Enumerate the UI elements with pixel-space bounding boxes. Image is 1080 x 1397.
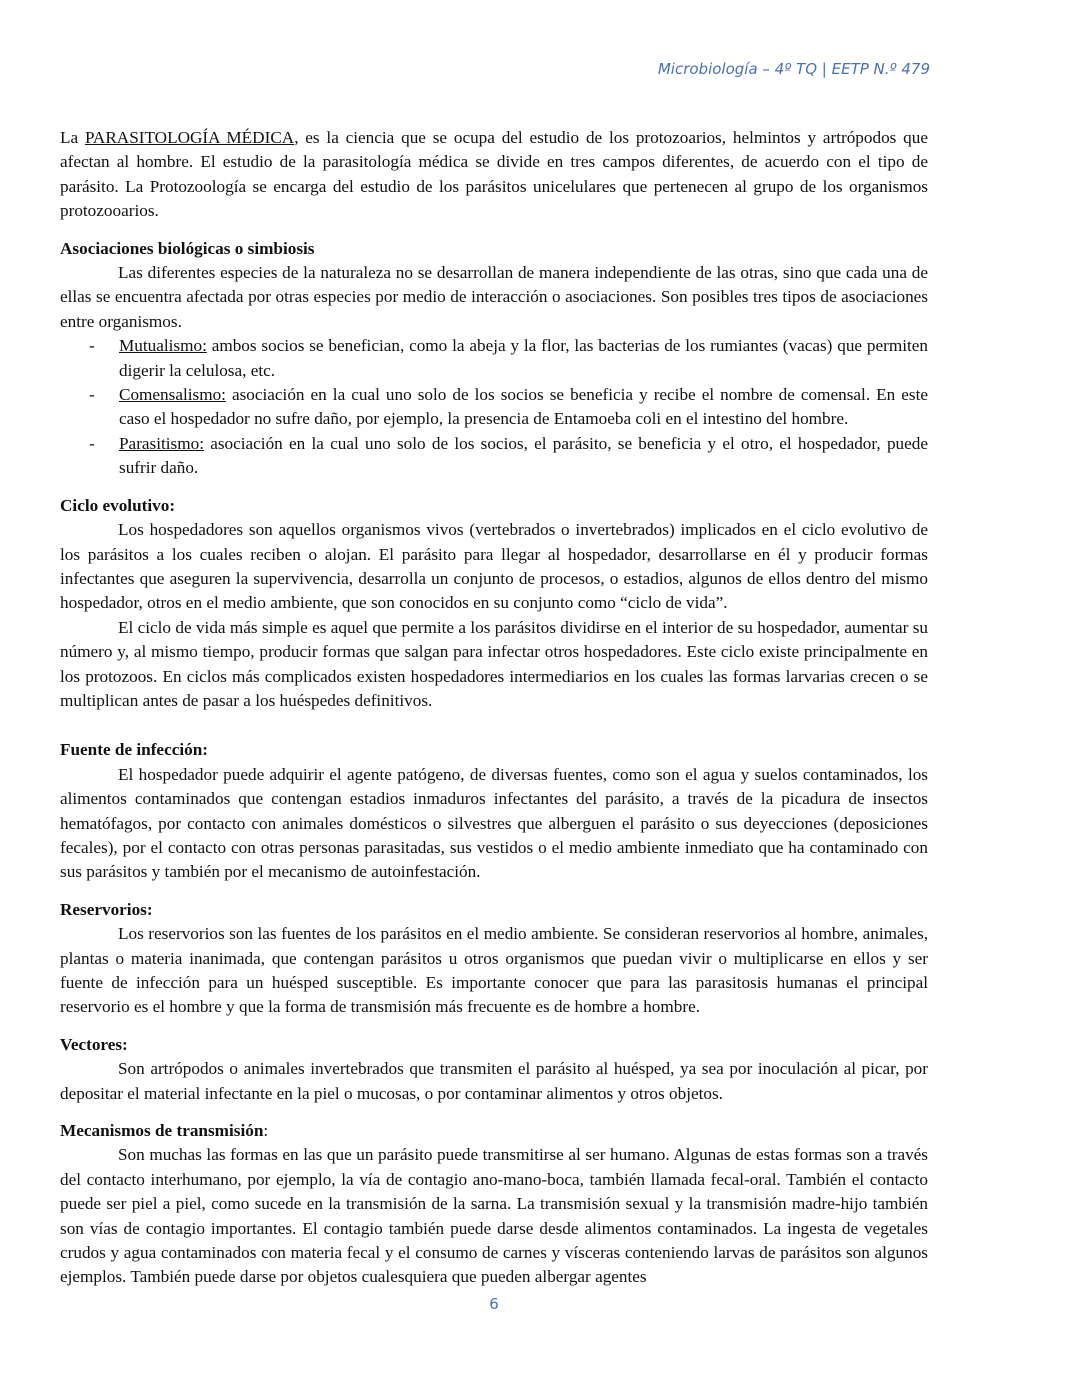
list-item-mutualismo xyxy=(60,334,928,383)
mecanismos-heading-colon: : xyxy=(263,1121,269,1141)
asociaciones-heading: Asociaciones biológicas o simbiosis xyxy=(60,238,315,258)
mutualismo-text: ambos socios se benefician, como la abeja y la flor, las bacterias de los rumiantes (vacas) que permiten digerir la celulosa, etc. xyxy=(119,336,928,380)
asociaciones-list xyxy=(60,334,928,480)
ciclo-paragraph-2: El ciclo de vida más simple es aquel que permite a los parásitos dividirse en el interior de su hospedador, aumentar su número y, al mismo tiempo, producir formas que salgan para infectar otros hospedadores. Este ciclo existe principalmente en los protozoos. En ciclos más complicados existen hospedadores intermediarios en los cuales las formas larvarias crecen o se multiplican antes de pasar a los huéspedes definitivos. xyxy=(60,617,928,710)
parasitismo-text: asociación en la cual uno solo de los socios, el parásito, se beneficia y el otro, el hospedador, puede sufrir daño. xyxy=(119,433,928,478)
dash-bullet: - xyxy=(89,336,95,356)
mutualismo-term: Mutualismo: xyxy=(119,336,207,356)
document-body xyxy=(60,126,928,1290)
intro-lead: La xyxy=(60,128,85,147)
mecanismos-heading xyxy=(60,1119,928,1143)
mecanismos-heading-text: Mecanismos de transmisión xyxy=(60,1121,264,1141)
fuente-heading: Fuente de infección: xyxy=(60,740,208,760)
comensalismo-term: Comensalismo: xyxy=(119,385,226,405)
list-item-parasitismo xyxy=(60,432,928,481)
page-number: 6 xyxy=(489,1295,499,1313)
mecanismos-paragraph: Son muchas las formas en las que un parásito puede transmitirse al ser humano. Algunas de estas formas son a través del contacto interhumano, por ejemplo, la vía de contagio ano-mano-boca, también llamada fecal-oral. También el contacto puede ser piel a piel, como sucede en la transmisión de la sarna. La transmisión sexual y la transmisión madre-hijo también son vías de contagio importantes. El contagio también puede darse desde alimentos contaminados. La ingesta de vegetales crudos y agua contaminados con materia fecal y el consumo de carnes y vísceras conteniendo larvas de parásitos son algunos ejemplos. También puede darse por objetos cualesquiera que pueden albergar agentes xyxy=(60,1145,928,1287)
intro-paragraph xyxy=(60,126,928,224)
page-header: Microbiología – 4º TQ | EETP N.º 479 xyxy=(657,60,930,78)
reservorios-heading: Reservorios: xyxy=(60,899,153,919)
vectores-heading: Vectores: xyxy=(60,1034,128,1054)
intro-text: , es la ciencia que se ocupa del estudio de los protozoarios, helmintos y artrópodos que afectan al hombre. El estudio de la parasitología médica se divide en tres campos diferentes, de acuerdo con el tipo de parásito. La Protozoología se encarga del estudio de los parásitos unicelulares que pertenecen al grupo de los organismos protozooarios. xyxy=(60,128,928,221)
list-item-comensalismo xyxy=(60,383,928,432)
parasitologia-term: PARASITOLOGÍA MÉDICA xyxy=(84,128,295,147)
dash-bullet: - xyxy=(89,385,95,405)
reservorios-paragraph: Los reservorios son las fuentes de los parásitos en el medio ambiente. Se consideran reservorios al hombre, animales, plantas o materia inanimada, que contengan parásitos u otros organismos que puedan vivir o multiplicarse en ellos y ser fuente de infección para un huésped susceptible. Es importante conocer que para las parasitosis humanas el principal reservorio es el hombre y que la forma de transmisión más frecuente es de hombre a hombre. xyxy=(60,924,928,1017)
fuente-paragraph: El hospedador puede adquirir el agente patógeno, de diversas fuentes, como son el agua y suelos contaminados, los alimentos contaminados que contengan estadios inmaduros infectantes del parásito, a través de la picadura de insectos hematófagos, por contacto con animales domésticos o silvestres que alberguen el parásito o sus deyecciones (deposiciones fecales), por el contacto con otras personas parasitadas, sus vestidos o el medio ambiente inmediato que ha contaminado con sus parásitos y también por el mecanismo de autoinfestación. xyxy=(60,764,928,882)
ciclo-paragraph-1: Los hospedadores son aquellos organismos vivos (vertebrados o invertebrados) implicados en el ciclo evolutivo de los parásitos a los cuales reciben o alojan. El parásito para llegar al hospedador, desarrollarse en él y producir formas infectantes que aseguren la supervivencia, desarrolla un conjunto de procesos, o estadios, algunos de ellos dentro del mismo hospedador, otros en el medio ambiente, que son conocidos en su conjunto como “ciclo de vida”. xyxy=(60,520,928,613)
asociaciones-paragraph: Las diferentes especies de la naturaleza no se desarrollan de manera independiente de las otras, sino que cada una de ellas se encuentra afectada por otras especies por medio de interacción o asociaciones. Son posibles tres tipos de asociaciones entre organismos. xyxy=(60,263,928,331)
parasitismo-term: Parasitismo: xyxy=(119,433,204,453)
vectores-paragraph: Son artrópodos o animales invertebrados que transmiten el parásito al huésped, ya sea por inoculación al picar, por depositar el material infectante en la piel o mucosas, o por contaminar alimentos y otros objetos. xyxy=(60,1059,928,1103)
dash-bullet: - xyxy=(89,433,95,453)
comensalismo-text: asociación en la cual uno solo de los socios se beneficia y recibe el nombre de comensal. En este caso el hospedador no sufre daño, por ejemplo, la presencia de Entamoeba coli en el intestino del hombre. xyxy=(119,385,928,429)
ciclo-heading: Ciclo evolutivo: xyxy=(60,495,176,515)
